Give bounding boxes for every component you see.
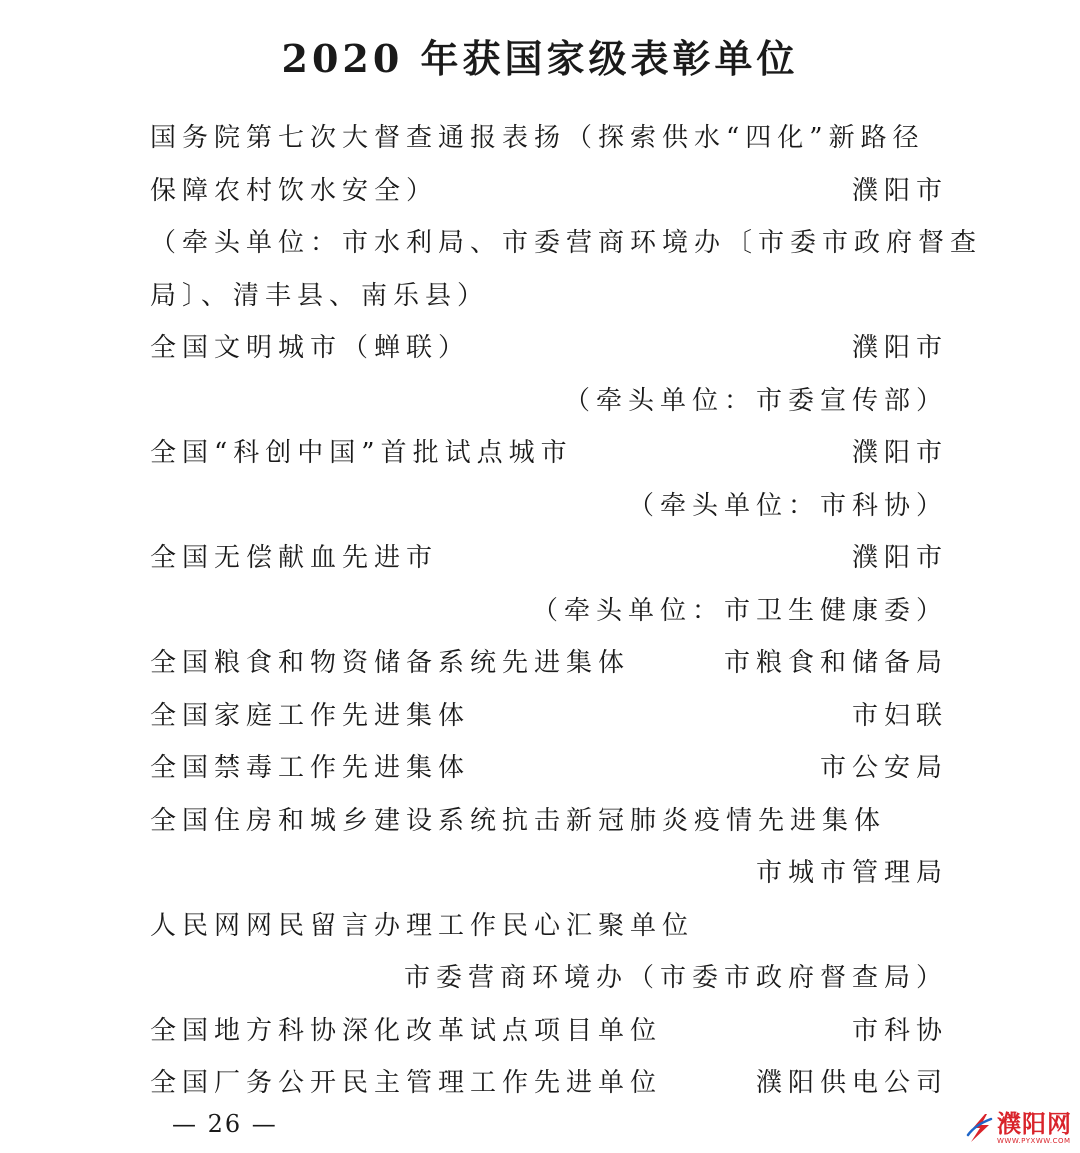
- list-line: [150, 900, 942, 953]
- recipient-text: 市委营商环境办（市委市政府督查局）: [403, 963, 948, 993]
- list-line: [150, 690, 948, 743]
- honor-text: 全国家庭工作先进集体: [150, 700, 471, 731]
- list-line: [150, 532, 948, 585]
- page-number: — 26 —: [172, 1110, 278, 1138]
- recipient-text: 市妇联: [851, 700, 948, 731]
- watermark-url: WWW.PYXWW.COM: [997, 1137, 1071, 1145]
- honor-text: 全国粮食和物资储备系统先进集体: [150, 648, 631, 678]
- list-line: [150, 427, 948, 480]
- recipient-text: 市粮食和储备局: [723, 648, 948, 678]
- honor-text: 全国地方科协深化改革试点项目单位: [150, 1015, 663, 1046]
- lead-unit-text: （牵头单位：市卫生健康委）: [531, 595, 948, 626]
- list-line: [150, 270, 942, 323]
- honor-text: 保障农村饮水安全）: [150, 175, 439, 206]
- honor-text: 全国厂务公开民主管理工作先进单位: [150, 1068, 663, 1098]
- list-line: [150, 375, 948, 428]
- lead-unit-text: （牵头单位：市科协）: [627, 490, 948, 521]
- recipient-text: 濮阳供电公司: [755, 1068, 948, 1098]
- list-line: [150, 217, 983, 270]
- list-line: [150, 1005, 948, 1058]
- list-line: [150, 322, 948, 375]
- site-watermark: [965, 1111, 1072, 1145]
- list-line: [150, 585, 948, 638]
- lead-unit-text: 局〕、清丰县、南乐县）: [150, 280, 490, 311]
- recipient-text: 市公安局: [819, 753, 948, 783]
- honor-text: 国务院第七次大督查通报表扬（探索供水“四化”新路径: [150, 123, 925, 153]
- list-line: [150, 952, 948, 1005]
- honor-text: 全国禁毒工作先进集体: [150, 753, 471, 783]
- list-line: [150, 165, 948, 218]
- recipient-text: 濮阳市: [851, 333, 948, 363]
- recipient-text: 濮阳市: [851, 543, 948, 573]
- list-line: [150, 795, 942, 848]
- honor-text: 全国文明城市（蝉联）: [150, 333, 471, 363]
- list-line: [150, 742, 948, 795]
- lightning-logo-icon: [965, 1113, 995, 1143]
- recipient-text: 市城市管理局: [755, 858, 948, 888]
- list-line: [150, 1057, 948, 1110]
- list-line: [150, 112, 942, 165]
- list-line: [150, 637, 948, 690]
- honor-text: 全国无偿献血先进市: [150, 543, 439, 573]
- honor-list: [150, 112, 983, 1110]
- document-title: 2020 年获国家级表彰单位: [281, 36, 799, 81]
- list-line: [150, 480, 948, 533]
- recipient-text: 市科协: [851, 1015, 948, 1046]
- honor-text: 全国住房和城乡建设系统抗击新冠肺炎疫情先进集体: [150, 805, 887, 836]
- list-line: [150, 847, 948, 900]
- recipient-text: 濮阳市: [851, 438, 948, 468]
- honor-text: 人民网网民留言办理工作民心汇聚单位: [150, 910, 695, 941]
- lead-unit-text: （牵头单位：市水利局、市委营商环境办〔市委市政府督查: [150, 228, 983, 258]
- honor-text: 全国“科创中国”首批试点城市: [150, 438, 573, 468]
- recipient-text: 濮阳市: [851, 175, 948, 206]
- lead-unit-text: （牵头单位：市委宣传部）: [563, 385, 948, 416]
- watermark-name: 濮阳网: [997, 1110, 1072, 1138]
